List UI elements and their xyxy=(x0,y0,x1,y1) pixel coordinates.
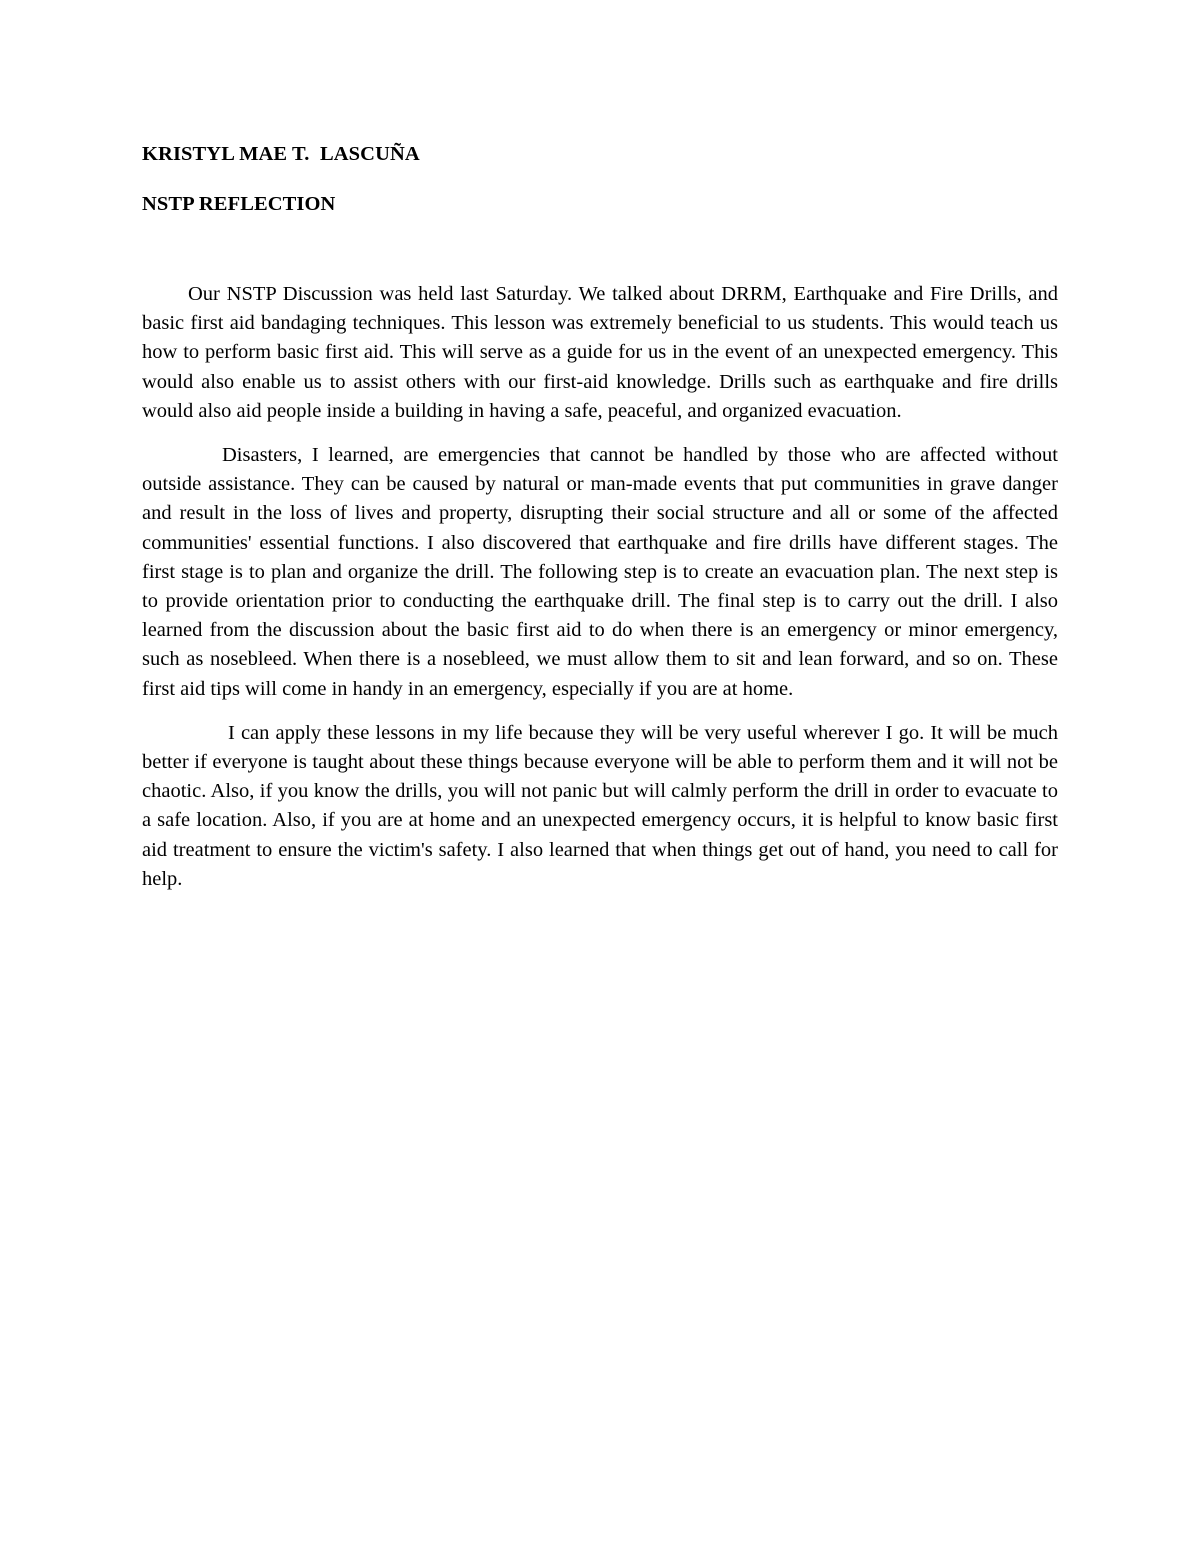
paragraph-2: Disasters, I learned, are emergencies that cannot be handled by those who are affected without outside assistance. They can be caused by natural or man-made events that put communities in grave danger and result in the loss of lives and property, disrupting their social structure and all or some of the affected communities' essential functions. I also discovered that earthquake and fire drills have different stages. The first stage is to plan and organize the drill. The following step is to create an evacuation plan. The next step is to provide orientation prior to conducting the earthquake drill. The final step is to carry out the drill. I also learned from the discussion about the basic first aid to do when there is an emergency or minor emergency, such as nosebleed. When there is a nosebleed, we must allow them to sit and lean forward, and so on. These first aid tips will come in handy in an emergency, especially if you are at home. xyxy=(142,444,1058,700)
paragraph-3: I can apply these lessons in my life because they will be very useful wherever I go. It will be much better if everyone is taught about these things because everyone will be able to perform them and it will not be chaotic. Also, if you know the drills, you will not panic but will calmly perform the drill in order to evacuate to a safe location. Also, if you are at home and an unexpected emergency occurs, it is helpful to know basic first aid treatment to ensure the victim's safety. I also learned that when things get out of hand, you need to call for help. xyxy=(142,721,1058,890)
paragraph-1: Our NSTP Discussion was held last Saturday. We talked about DRRM, Earthquake and Fire Drills, and basic first aid bandaging techniques. This lesson was extremely beneficial to us students. This would teach us how to perform basic first aid. This will serve as a guide for us in the event of an unexpected emergency. This would also enable us to assist others with our first-aid knowledge. Drills such as earthquake and fire drills would also aid people inside a building in having a safe, peaceful, and organized evacuation. xyxy=(142,283,1058,422)
document-body xyxy=(142,142,1058,909)
author-name: KRISTYL MAE T. LASCUÑA xyxy=(142,143,420,165)
document-title: NSTP REFLECTION xyxy=(142,193,336,215)
